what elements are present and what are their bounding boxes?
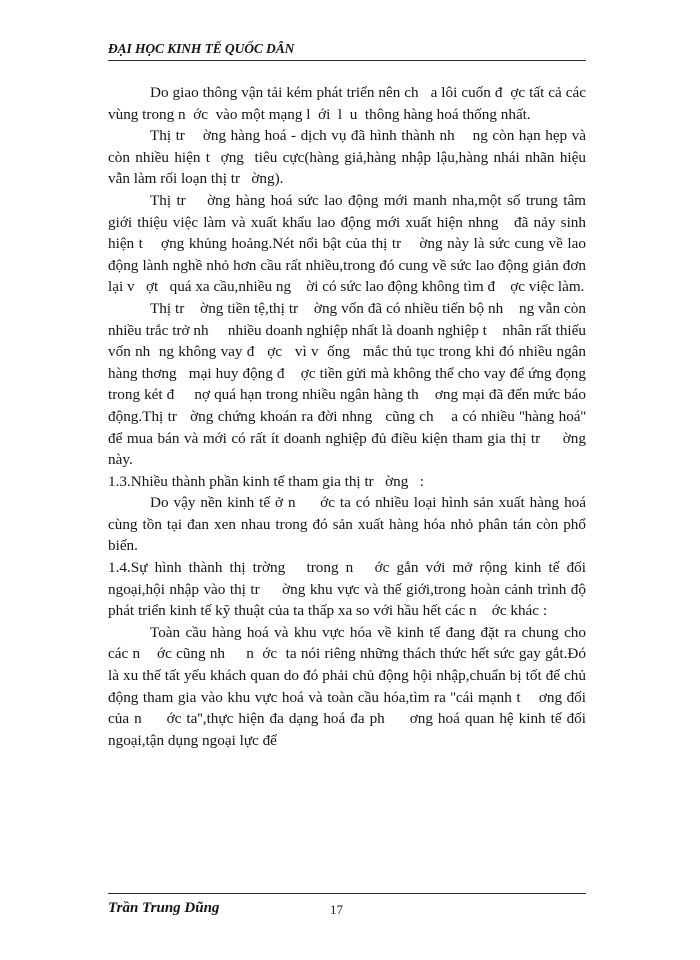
- paragraph: Thị tr ờng tiền tệ,thị tr ờng vốn đã có nhiều tiến bộ nh ng vẫn còn nhiều trắc trở nh nhiều doanh nghiệp nhất là doanh nghiệp t nhân rất thiếu vốn nh ng không vay đ ợc vì v ống mắc thủ tục trong khi đó nhiều ngân hàng thơng mại huy động đ ợc tiền gửi mà không thể cho vay để ứng đọng trong két đ nợ quá hạn trong nhiều ngân hàng th ơng mại đã đến mức báo động.Thị tr ờng chứng khoán ra đời nhng cũng ch a có nhiều ''hàng hoá'' để mua bán và mới có rất ít doanh nghiệp đủ điều kiện tham gia thị tr ờng này.: [108, 299, 590, 469]
- section-heading-1-3: 1.3.Nhiều thành phần kinh tế tham gia thị tr ờng :: [108, 472, 424, 490]
- header-divider-rule: [108, 60, 586, 61]
- document-body: [108, 82, 590, 751]
- paragraph: Thị tr ờng hàng hoá - dịch vụ đã hình thành nh ng còn hạn hẹp và còn nhiều hiện t ợng tiêu cực(hàng giả,hàng nhập lậu,hàng nhái nhãn hiệu vẫn làm rối loạn thị tr ờng).: [108, 127, 590, 188]
- paragraph: Thị tr ờng hàng hoá sức lao động mới manh nha,một số trung tâm giới thiệu việc làm và xuất khẩu lao động mới xuất hiện nhng đã nảy sinh hiện t ợng khủng hoảng.Nét nổi bật của thị tr ờng này là sức cung về lao động lành nghề nhỏ hơn cầu rất nhiều,trong đó cung về sức lao động giản đơn lại v ợt quá xa cầu,nhiều ng ời có sức lao động không tìm đ ợc việc làm.: [108, 191, 590, 296]
- paragraph: Do giao thông vận tải kém phát triển nên ch a lôi cuốn đ ợc tất cả các vùng trong n ớc vào một mạng l ới l u thông hàng hoá thống nhất.: [108, 84, 590, 123]
- header-institution-title: ĐẠI HỌC KINH TẾ QUỐC DÂN: [108, 41, 295, 56]
- paragraph: Do vậy nền kinh tế ở n ớc ta có nhiều loại hình sản xuất hàng hoá cùng tồn tại đan xen nhau trong đó sản xuất hàng hóa nhỏ phân tán còn phổ biến.: [108, 494, 590, 555]
- page-header: [108, 40, 586, 64]
- page-footer: [108, 893, 586, 933]
- section-heading-1-4: 1.4.Sự hình thành thị trờng trong n ớc gắn với mở rộng kinh tế đối ngoại,hội nhập vào thị tr ờng khu vực và thế giới,trong hoàn cảnh trình độ phát triển kinh tế kỹ thuật của ta thấp xa so với hầu hết các n ớc khác :: [108, 559, 590, 620]
- footer-page-number: 17: [330, 902, 343, 917]
- footer-author-name: Trần Trung Dũng: [108, 900, 220, 916]
- footer-divider-rule: [108, 893, 586, 894]
- paragraph: Toàn cầu hàng hoá và khu vực hóa về kinh tế đang đặt ra chung cho các n ớc cũng nh n ớc ta nói riêng những thách thức hết sức gay gắt.Đó là xu thế tất yếu khách quan do đó phải chủ động hội nhập,chuẩn bị tốt để chủ động tham gia vào khu vực hoá và toàn cầu hóa,tìm ra ''cái mạnh t ơng đối của n ớc ta'',thực hiện đa dạng hoá đa ph ơng hoá quan hệ kinh tế đối ngoại,tận dụng ngoại lực để: [108, 623, 590, 749]
